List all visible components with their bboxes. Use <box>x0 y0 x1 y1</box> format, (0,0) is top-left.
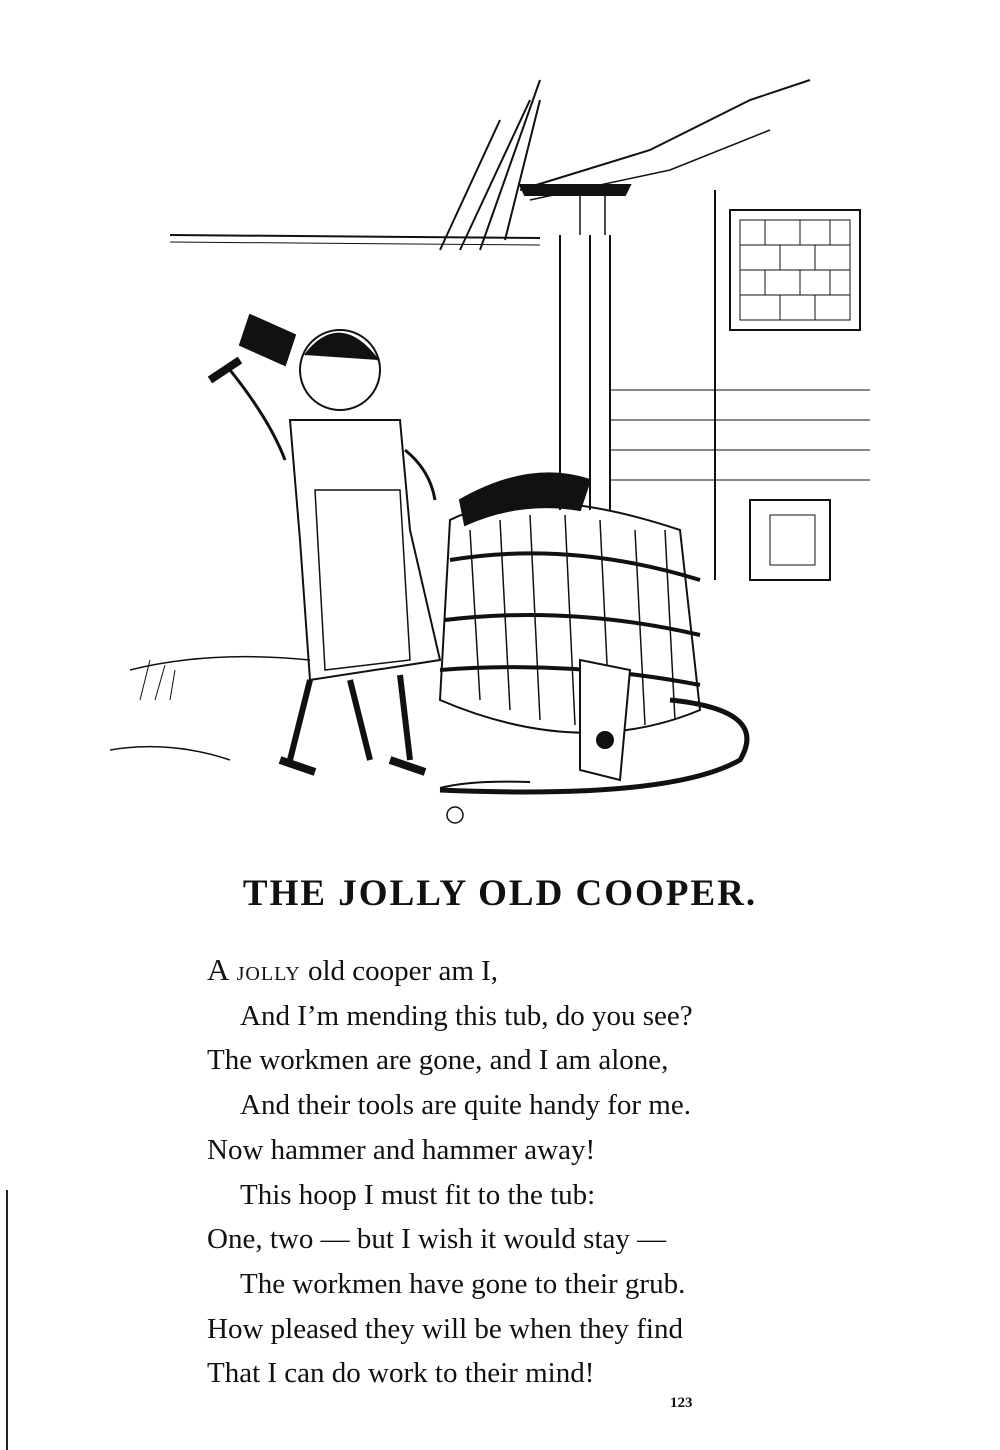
tub-icon <box>440 473 700 780</box>
poem-lead-word: A <box>207 952 230 987</box>
poem-line-4: And their tools are quite handy for me. <box>240 1089 691 1122</box>
poem-body <box>207 948 907 1396</box>
poem-line-7: One, two — but I wish it would stay — <box>207 1223 667 1256</box>
poem-line-5: Now hammer and hammer away! <box>207 1133 596 1166</box>
poem-title: THE JOLLY OLD COOPER. <box>242 873 758 914</box>
poem-line-10: That I can do work to their mind! <box>207 1357 595 1390</box>
page-number: 123 <box>670 1395 693 1411</box>
poem-line-1 <box>207 948 907 994</box>
poem-line-9: How pleased they will be when they find <box>207 1312 683 1345</box>
poem-smallcaps-word: jolly <box>236 955 301 987</box>
poem-line-6: This hoop I must fit to the tub: <box>240 1178 596 1211</box>
cooper-illustration <box>110 60 870 840</box>
roof-beams <box>440 80 540 250</box>
scan-edge-line <box>6 1190 8 1450</box>
boy-figure <box>210 315 440 772</box>
pillar <box>560 235 610 510</box>
mallet-icon <box>240 315 295 365</box>
poem-line-8: The workmen have gone to their grub. <box>240 1267 686 1300</box>
poem-line-3: The workmen are gone, and I am alone, <box>207 1044 669 1077</box>
ground-line <box>110 657 310 760</box>
poem-line-1-rest: old cooper am I, <box>308 955 499 987</box>
poem-line-2: And I’m mending this tub, do you see? <box>240 999 693 1032</box>
building-outline <box>715 190 860 580</box>
